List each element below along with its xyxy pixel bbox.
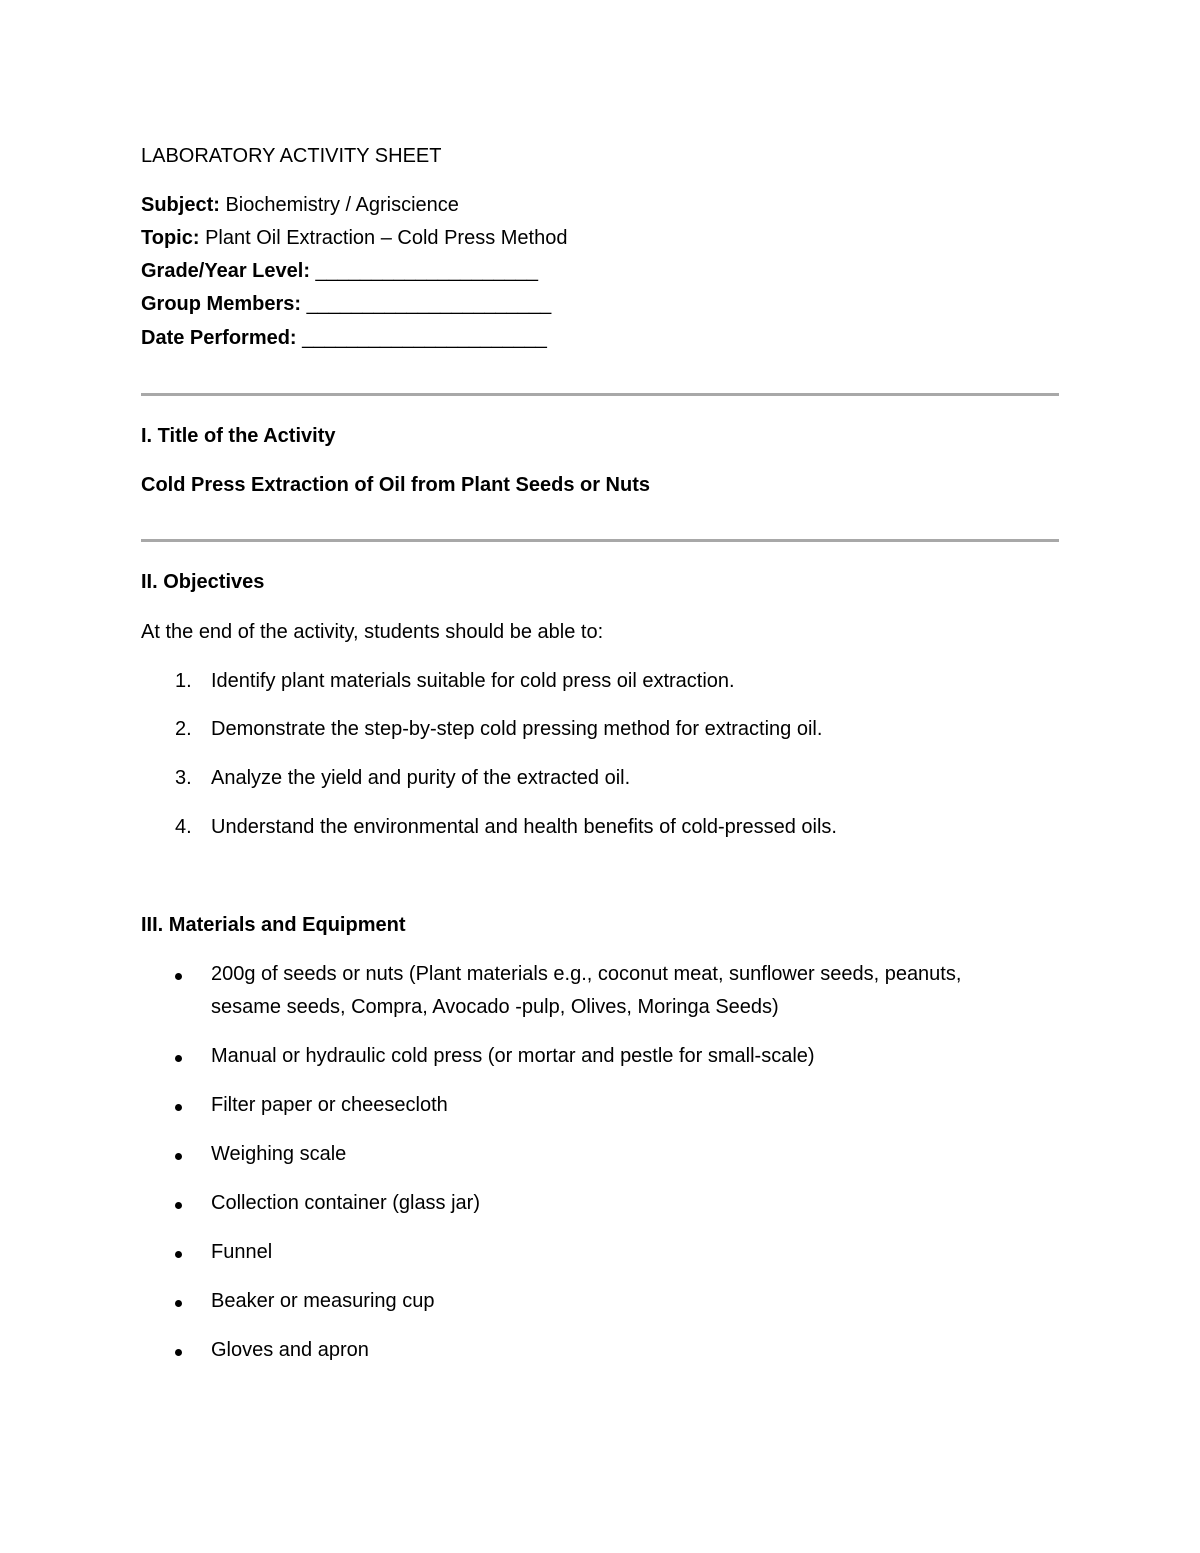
list-item-number: 3. <box>175 767 192 789</box>
topic-label: Topic: <box>141 227 200 249</box>
group-members-blank: ______________________ <box>306 293 552 315</box>
subject-field <box>141 193 459 217</box>
list-item-number: 2. <box>175 718 192 740</box>
date-performed-field <box>141 326 547 350</box>
list-item: 200g of seeds or nuts (Plant materials e.g., coconut meat, sunflower seeds, peanuts, <box>211 963 962 985</box>
objectives-heading: II. Objectives <box>141 571 265 593</box>
list-item: Identify plant materials suitable for cold press oil extraction. <box>211 670 735 692</box>
subject-value: Biochemistry / Agriscience <box>225 194 459 216</box>
bullet-icon <box>175 1104 182 1111</box>
group-members-label: Group Members: <box>141 293 302 315</box>
materials-heading: III. Materials and Equipment <box>141 914 406 936</box>
date-performed-label: Date Performed: <box>141 327 297 349</box>
list-item: Understand the environmental and health benefits of cold-pressed oils. <box>211 816 837 838</box>
list-item-number: 4. <box>175 816 192 838</box>
objectives-intro: At the end of the activity, students should be able to: <box>141 621 604 643</box>
divider <box>141 539 1059 542</box>
list-item: Filter paper or cheesecloth <box>211 1094 448 1116</box>
list-item: Beaker or measuring cup <box>211 1290 435 1312</box>
group-members-field <box>141 292 551 316</box>
date-performed-blank: ______________________ <box>302 327 547 349</box>
list-item-number: 1. <box>175 670 192 692</box>
bullet-icon <box>175 973 182 980</box>
document-title: LABORATORY ACTIVITY SHEET <box>141 145 442 167</box>
list-item: Weighing scale <box>211 1143 347 1165</box>
bullet-icon <box>175 1349 182 1356</box>
bullet-icon <box>175 1153 182 1160</box>
list-item: Collection container (glass jar) <box>211 1192 481 1214</box>
bullet-icon <box>175 1300 182 1307</box>
bullet-icon <box>175 1055 182 1062</box>
bullet-icon <box>175 1202 182 1209</box>
list-item-continuation: sesame seeds, Compra, Avocado -pulp, Olives, Moringa Seeds) <box>211 996 779 1018</box>
divider <box>141 393 1059 396</box>
list-item: Demonstrate the step-by-step cold pressing method for extracting oil. <box>211 718 823 740</box>
topic-value: Plant Oil Extraction – Cold Press Method <box>205 227 568 249</box>
list-item: Analyze the yield and purity of the extracted oil. <box>211 767 631 789</box>
grade-level-label: Grade/Year Level: <box>141 260 310 282</box>
list-item: Manual or hydraulic cold press (or mortar and pestle for small-scale) <box>211 1045 815 1067</box>
grade-level-blank: ____________________ <box>315 260 539 282</box>
subject-label: Subject: <box>141 194 220 216</box>
activity-title: Cold Press Extraction of Oil from Plant Seeds or Nuts <box>141 474 650 496</box>
topic-field <box>141 226 567 250</box>
bullet-icon <box>175 1251 182 1258</box>
list-item: Funnel <box>211 1241 273 1263</box>
list-item: Gloves and apron <box>211 1339 369 1361</box>
grade-level-field <box>141 259 538 283</box>
section-title-heading: I. Title of the Activity <box>141 425 336 447</box>
